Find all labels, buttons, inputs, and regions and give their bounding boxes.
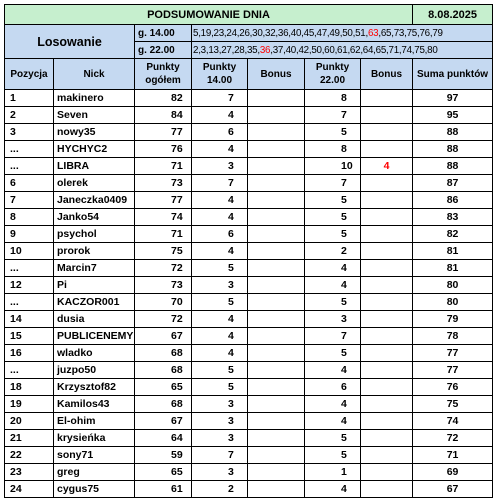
losowanie-label: Losowanie xyxy=(5,25,135,59)
cell-pozycja: ... xyxy=(5,294,54,311)
cell-punkty-2200: 4 xyxy=(305,396,361,413)
table-row xyxy=(5,192,493,209)
cell-punkty-2200: 7 xyxy=(305,328,361,345)
cell-nick: dusia xyxy=(54,311,135,328)
draw-time-1400: g. 14.00 xyxy=(135,25,192,42)
cell-punkty-2200: 2 xyxy=(305,243,361,260)
cell-pozycja: 1 xyxy=(5,90,54,107)
cell-bonus-1 xyxy=(248,90,305,107)
cell-suma: 67 xyxy=(413,481,493,498)
cell-pozycja: 18 xyxy=(5,379,54,396)
cell-punkty-2200: 4 xyxy=(305,260,361,277)
cell-nick: wladko xyxy=(54,345,135,362)
cell-punkty-1400: 5 xyxy=(192,362,248,379)
cell-punkty-2200: 4 xyxy=(305,413,361,430)
cell-nick: HYCHYC2 xyxy=(54,141,135,158)
cell-bonus-1 xyxy=(248,362,305,379)
cell-punkty-ogolem: 74 xyxy=(135,209,192,226)
table-row xyxy=(5,141,493,158)
draw-row-1 xyxy=(5,25,493,42)
cell-bonus-1 xyxy=(248,107,305,124)
cell-bonus-1 xyxy=(248,226,305,243)
cell-suma: 86 xyxy=(413,192,493,209)
cell-bonus-1 xyxy=(248,379,305,396)
cell-punkty-2200: 5 xyxy=(305,430,361,447)
cell-bonus-1 xyxy=(248,345,305,362)
cell-pozycja: 24 xyxy=(5,481,54,498)
cell-punkty-2200: 7 xyxy=(305,175,361,192)
col-header-pozycja: Pozycja xyxy=(5,59,54,90)
cell-suma: 95 xyxy=(413,107,493,124)
cell-pozycja: 3 xyxy=(5,124,54,141)
cell-pozycja: 14 xyxy=(5,311,54,328)
cell-bonus-2 xyxy=(361,311,413,328)
cell-suma: 77 xyxy=(413,345,493,362)
cell-bonus-2 xyxy=(361,260,413,277)
title-row xyxy=(5,5,493,25)
cell-punkty-ogolem: 72 xyxy=(135,260,192,277)
cell-bonus-1 xyxy=(248,243,305,260)
cell-suma: 79 xyxy=(413,311,493,328)
table-row xyxy=(5,243,493,260)
cell-suma: 88 xyxy=(413,141,493,158)
cell-punkty-1400: 7 xyxy=(192,175,248,192)
draw-number-highlight-2200: 36 xyxy=(259,44,271,56)
cell-punkty-ogolem: 65 xyxy=(135,464,192,481)
cell-punkty-ogolem: 59 xyxy=(135,447,192,464)
page-title: PODSUMOWANIE DNIA xyxy=(5,5,413,25)
cell-bonus-1 xyxy=(248,175,305,192)
cell-bonus-1 xyxy=(248,277,305,294)
cell-punkty-1400: 5 xyxy=(192,379,248,396)
cell-punkty-1400: 6 xyxy=(192,124,248,141)
cell-nick: Krzysztof82 xyxy=(54,379,135,396)
cell-punkty-ogolem: 65 xyxy=(135,379,192,396)
cell-pozycja: 9 xyxy=(5,226,54,243)
cell-punkty-1400: 5 xyxy=(192,294,248,311)
cell-bonus-1 xyxy=(248,260,305,277)
draw-numbers-1400: 5,19,23,24,26,30,32,36,40,45,47,49,50,51,63,65,73,75,76,79 xyxy=(192,25,493,42)
cell-nick: Janeczka0409 xyxy=(54,192,135,209)
table-row xyxy=(5,396,493,413)
cell-bonus-2 xyxy=(361,277,413,294)
cell-punkty-1400: 6 xyxy=(192,226,248,243)
cell-suma: 75 xyxy=(413,396,493,413)
cell-bonus-2 xyxy=(361,107,413,124)
draw-number-highlight-1400: 63 xyxy=(367,27,379,39)
cell-nick: PUBLICENEMY xyxy=(54,328,135,345)
table-row xyxy=(5,345,493,362)
table-row xyxy=(5,328,493,345)
cell-punkty-1400: 3 xyxy=(192,396,248,413)
cell-pozycja: 7 xyxy=(5,192,54,209)
cell-nick: El-ohim xyxy=(54,413,135,430)
table-row xyxy=(5,226,493,243)
table-row xyxy=(5,107,493,124)
cell-punkty-1400: 4 xyxy=(192,192,248,209)
cell-punkty-2200: 6 xyxy=(305,379,361,396)
cell-punkty-2200: 4 xyxy=(305,277,361,294)
summary-table xyxy=(4,4,493,498)
cell-bonus-2 xyxy=(361,345,413,362)
cell-punkty-2200: 5 xyxy=(305,124,361,141)
cell-bonus-1 xyxy=(248,192,305,209)
cell-pozycja: 19 xyxy=(5,396,54,413)
cell-suma: 83 xyxy=(413,209,493,226)
cell-bonus-1 xyxy=(248,124,305,141)
cell-nick: nowy35 xyxy=(54,124,135,141)
cell-suma: 80 xyxy=(413,294,493,311)
cell-bonus-2 xyxy=(361,226,413,243)
cell-punkty-2200: 10 xyxy=(305,158,361,175)
table-row xyxy=(5,447,493,464)
cell-pozycja: 6 xyxy=(5,175,54,192)
cell-punkty-1400: 4 xyxy=(192,107,248,124)
cell-suma: 87 xyxy=(413,175,493,192)
cell-suma: 97 xyxy=(413,90,493,107)
cell-punkty-2200: 8 xyxy=(305,141,361,158)
cell-punkty-2200: 1 xyxy=(305,464,361,481)
cell-punkty-1400: 4 xyxy=(192,311,248,328)
cell-suma: 80 xyxy=(413,277,493,294)
col-header-bonus-2: Bonus xyxy=(361,59,413,90)
cell-suma: 82 xyxy=(413,226,493,243)
cell-suma: 74 xyxy=(413,413,493,430)
cell-bonus-2 xyxy=(361,430,413,447)
cell-suma: 81 xyxy=(413,260,493,277)
table-row xyxy=(5,175,493,192)
table-row xyxy=(5,430,493,447)
cell-nick: greg xyxy=(54,464,135,481)
cell-punkty-2200: 5 xyxy=(305,192,361,209)
cell-punkty-ogolem: 75 xyxy=(135,243,192,260)
cell-bonus-1 xyxy=(248,328,305,345)
cell-nick: Janko54 xyxy=(54,209,135,226)
cell-punkty-ogolem: 67 xyxy=(135,328,192,345)
column-header-row xyxy=(5,59,493,90)
cell-pozycja: 22 xyxy=(5,447,54,464)
table-row xyxy=(5,464,493,481)
cell-bonus-2 xyxy=(361,175,413,192)
table-row xyxy=(5,362,493,379)
cell-bonus-2 xyxy=(361,464,413,481)
cell-suma: 76 xyxy=(413,379,493,396)
col-header-punkty-ogolem: Punkty ogółem xyxy=(135,59,192,90)
cell-suma: 81 xyxy=(413,243,493,260)
cell-nick: LIBRA xyxy=(54,158,135,175)
cell-pozycja: ... xyxy=(5,362,54,379)
col-header-bonus-1: Bonus xyxy=(248,59,305,90)
cell-nick: Marcin7 xyxy=(54,260,135,277)
cell-punkty-ogolem: 61 xyxy=(135,481,192,498)
cell-bonus-2 xyxy=(361,328,413,345)
cell-punkty-ogolem: 68 xyxy=(135,396,192,413)
table-row xyxy=(5,90,493,107)
draw-numbers-2200: 2,3,13,27,28,35,36,37,40,42,50,60,61,62,64,65,71,74,75,80 xyxy=(192,42,493,59)
cell-punkty-1400: 3 xyxy=(192,430,248,447)
table-row xyxy=(5,124,493,141)
cell-suma: 72 xyxy=(413,430,493,447)
cell-nick: juzpo50 xyxy=(54,362,135,379)
cell-punkty-ogolem: 71 xyxy=(135,226,192,243)
cell-bonus-2 xyxy=(361,481,413,498)
cell-punkty-ogolem: 73 xyxy=(135,175,192,192)
cell-pozycja: 12 xyxy=(5,277,54,294)
table-row xyxy=(5,209,493,226)
table-row xyxy=(5,158,493,175)
cell-bonus-2 xyxy=(361,192,413,209)
cell-punkty-ogolem: 64 xyxy=(135,430,192,447)
cell-suma: 88 xyxy=(413,124,493,141)
cell-punkty-1400: 7 xyxy=(192,90,248,107)
cell-nick: sony71 xyxy=(54,447,135,464)
cell-nick: Kamilos43 xyxy=(54,396,135,413)
cell-punkty-2200: 5 xyxy=(305,345,361,362)
cell-bonus-2 xyxy=(361,90,413,107)
cell-punkty-1400: 4 xyxy=(192,243,248,260)
cell-punkty-ogolem: 67 xyxy=(135,413,192,430)
cell-bonus-2 xyxy=(361,379,413,396)
cell-punkty-1400: 2 xyxy=(192,481,248,498)
cell-nick: Pi xyxy=(54,277,135,294)
cell-nick: cygus75 xyxy=(54,481,135,498)
col-header-nick: Nick xyxy=(54,59,135,90)
table-row xyxy=(5,481,493,498)
col-header-suma: Suma punktów xyxy=(413,59,493,90)
cell-punkty-2200: 4 xyxy=(305,481,361,498)
cell-pozycja: ... xyxy=(5,260,54,277)
table-row xyxy=(5,294,493,311)
cell-pozycja: 16 xyxy=(5,345,54,362)
cell-punkty-2200: 5 xyxy=(305,209,361,226)
cell-bonus-1 xyxy=(248,413,305,430)
cell-bonus-1 xyxy=(248,294,305,311)
cell-nick: krysieńka xyxy=(54,430,135,447)
cell-punkty-1400: 4 xyxy=(192,209,248,226)
cell-punkty-ogolem: 71 xyxy=(135,158,192,175)
cell-suma: 88 xyxy=(413,158,493,175)
cell-bonus-2 xyxy=(361,294,413,311)
cell-punkty-1400: 4 xyxy=(192,345,248,362)
cell-nick: olerek xyxy=(54,175,135,192)
cell-punkty-ogolem: 82 xyxy=(135,90,192,107)
cell-pozycja: 15 xyxy=(5,328,54,345)
cell-punkty-1400: 4 xyxy=(192,328,248,345)
cell-bonus-1 xyxy=(248,209,305,226)
draw-time-2200: g. 22.00 xyxy=(135,42,192,59)
cell-suma: 78 xyxy=(413,328,493,345)
cell-nick: makinero xyxy=(54,90,135,107)
table-row xyxy=(5,260,493,277)
cell-pozycja: 2 xyxy=(5,107,54,124)
cell-pozycja: 8 xyxy=(5,209,54,226)
cell-nick: Seven xyxy=(54,107,135,124)
cell-punkty-2200: 4 xyxy=(305,362,361,379)
cell-pozycja: 23 xyxy=(5,464,54,481)
cell-bonus-1 xyxy=(248,158,305,175)
cell-bonus-1 xyxy=(248,311,305,328)
cell-bonus-1 xyxy=(248,141,305,158)
cell-bonus-2 xyxy=(361,396,413,413)
cell-punkty-2200: 5 xyxy=(305,447,361,464)
cell-punkty-ogolem: 68 xyxy=(135,345,192,362)
cell-suma: 77 xyxy=(413,362,493,379)
cell-punkty-2200: 8 xyxy=(305,90,361,107)
cell-bonus-1 xyxy=(248,464,305,481)
cell-nick: prorok xyxy=(54,243,135,260)
table-row xyxy=(5,413,493,430)
col-header-punkty-2200: Punkty 22.00 xyxy=(305,59,361,90)
table-row xyxy=(5,277,493,294)
cell-bonus-2 xyxy=(361,141,413,158)
cell-punkty-1400: 3 xyxy=(192,413,248,430)
cell-punkty-2200: 3 xyxy=(305,311,361,328)
cell-punkty-1400: 5 xyxy=(192,260,248,277)
cell-suma: 69 xyxy=(413,464,493,481)
cell-bonus-2 xyxy=(361,243,413,260)
cell-nick: psychol xyxy=(54,226,135,243)
cell-nick: KACZOR001 xyxy=(54,294,135,311)
cell-bonus-2 xyxy=(361,124,413,141)
cell-bonus-1 xyxy=(248,481,305,498)
cell-punkty-ogolem: 77 xyxy=(135,192,192,209)
cell-punkty-ogolem: 70 xyxy=(135,294,192,311)
summary-date: 8.08.2025 xyxy=(413,5,493,25)
cell-punkty-1400: 3 xyxy=(192,464,248,481)
cell-bonus-1 xyxy=(248,430,305,447)
table-row xyxy=(5,311,493,328)
cell-punkty-2200: 5 xyxy=(305,294,361,311)
cell-punkty-ogolem: 73 xyxy=(135,277,192,294)
summary-sheet xyxy=(4,4,492,498)
col-header-punkty-1400: Punkty 14.00 xyxy=(192,59,248,90)
cell-punkty-1400: 3 xyxy=(192,158,248,175)
cell-punkty-ogolem: 68 xyxy=(135,362,192,379)
cell-punkty-ogolem: 84 xyxy=(135,107,192,124)
cell-pozycja: ... xyxy=(5,141,54,158)
cell-pozycja: 20 xyxy=(5,413,54,430)
cell-bonus-1 xyxy=(248,396,305,413)
cell-bonus-2: 4 xyxy=(361,158,413,175)
cell-punkty-2200: 5 xyxy=(305,226,361,243)
cell-bonus-2 xyxy=(361,209,413,226)
cell-bonus-1 xyxy=(248,447,305,464)
cell-punkty-1400: 4 xyxy=(192,141,248,158)
cell-pozycja: ... xyxy=(5,158,54,175)
cell-punkty-ogolem: 76 xyxy=(135,141,192,158)
cell-bonus-2 xyxy=(361,413,413,430)
cell-punkty-1400: 7 xyxy=(192,447,248,464)
cell-bonus-2 xyxy=(361,447,413,464)
cell-bonus-2 xyxy=(361,362,413,379)
cell-pozycja: 21 xyxy=(5,430,54,447)
cell-punkty-ogolem: 77 xyxy=(135,124,192,141)
table-row xyxy=(5,379,493,396)
cell-punkty-ogolem: 72 xyxy=(135,311,192,328)
cell-punkty-1400: 3 xyxy=(192,277,248,294)
cell-punkty-2200: 7 xyxy=(305,107,361,124)
cell-suma: 71 xyxy=(413,447,493,464)
cell-pozycja: 10 xyxy=(5,243,54,260)
